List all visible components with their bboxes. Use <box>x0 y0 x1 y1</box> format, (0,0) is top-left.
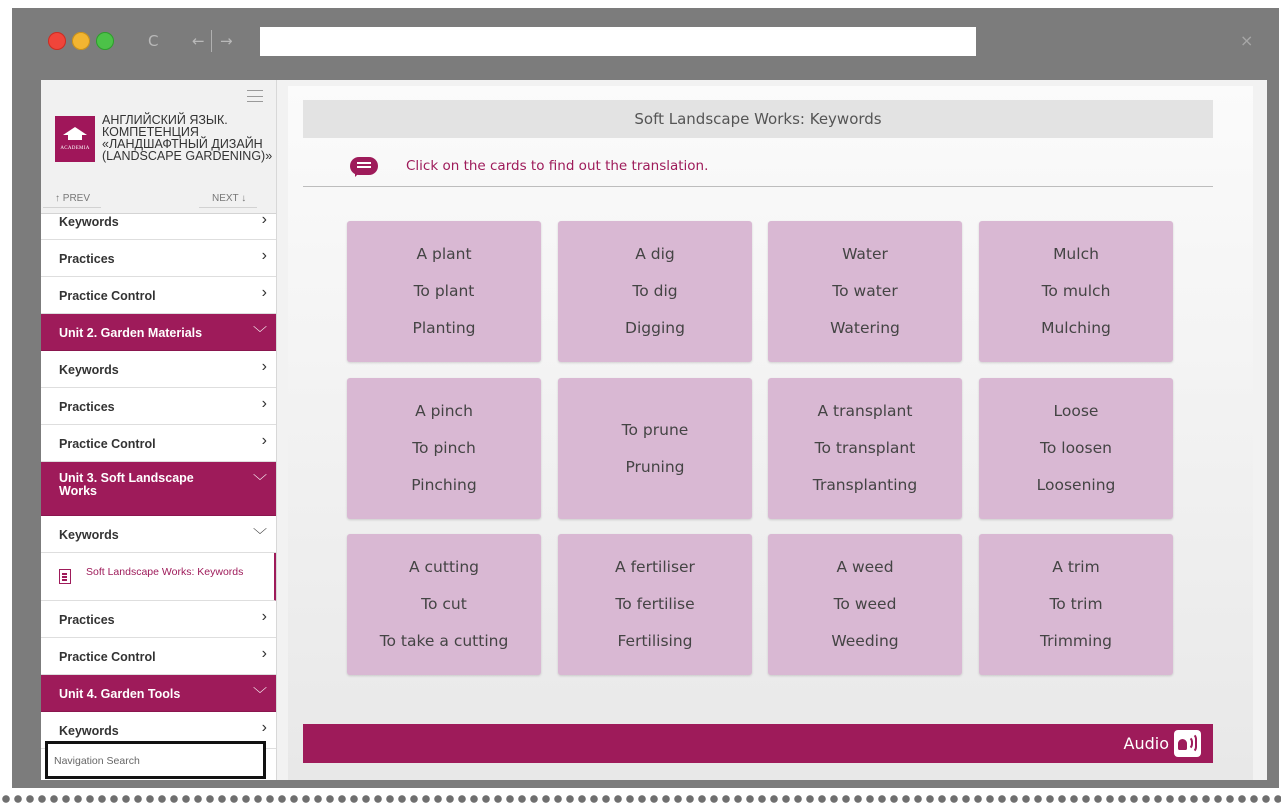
course-navigation <box>41 211 277 749</box>
card-line: Loose <box>1053 402 1099 420</box>
browser-titlebar <box>12 8 1279 72</box>
flashcard[interactable] <box>768 378 962 519</box>
card-line: To trim <box>1049 595 1103 613</box>
card-line: To prune <box>621 420 689 439</box>
sidebar-unit-2[interactable] <box>41 314 277 351</box>
sidebar-item-unit2-practice-control[interactable] <box>41 425 277 462</box>
flashcard[interactable] <box>558 378 752 519</box>
main-content <box>288 86 1253 780</box>
card-line: To pinch <box>412 439 476 457</box>
sidebar-item-label: Practice Control <box>59 437 156 451</box>
card-line: To loosen <box>1040 439 1112 457</box>
hamburger-menu-icon[interactable] <box>247 90 263 102</box>
unit-label: Unit 4. Garden Tools <box>59 687 181 701</box>
card-line: Mulch <box>1053 245 1099 263</box>
audio-speaker-icon[interactable] <box>1174 730 1201 757</box>
flashcard[interactable] <box>558 534 752 675</box>
torn-edge-decoration <box>0 795 1281 803</box>
audio-label[interactable]: Audio <box>1123 734 1169 753</box>
card-line: To take a cutting <box>379 632 509 650</box>
sidebar-item-label: Keywords <box>59 528 119 542</box>
maximize-window-button[interactable] <box>96 32 114 50</box>
sidebar-item-unit2-practices[interactable] <box>41 388 277 425</box>
back-arrow-icon[interactable]: ← <box>192 32 205 50</box>
sidebar-unit-3[interactable] <box>41 462 277 516</box>
chevron-down-icon: ﹀ <box>253 686 267 702</box>
forward-arrow-icon[interactable]: → <box>220 32 233 50</box>
sidebar-item-unit2-keywords[interactable] <box>41 351 277 388</box>
chevron-down-icon: ﹀ <box>253 473 267 489</box>
minimize-window-button[interactable] <box>72 32 90 50</box>
sidebar-item-unit3-keywords[interactable] <box>41 516 277 553</box>
browser-window <box>12 8 1279 788</box>
speech-bubble-icon <box>350 157 378 175</box>
audio-bar <box>303 724 1213 763</box>
card-line: To weed <box>833 595 897 613</box>
card-line: Loosening <box>1036 476 1116 494</box>
chevron-right-icon: › <box>261 358 267 375</box>
card-line: Planting <box>412 319 476 337</box>
next-button[interactable]: NEXT ↓ <box>212 193 247 204</box>
chevron-right-icon: › <box>261 608 267 625</box>
flashcard[interactable] <box>768 534 962 675</box>
unit-label: Unit 2. Garden Materials <box>59 326 203 340</box>
sidebar-item-label: Practice Control <box>59 650 156 664</box>
flashcard[interactable] <box>347 378 541 519</box>
card-line: Watering <box>830 319 900 337</box>
sidebar-subitem-label: Soft Landscape Works: Keywords <box>86 566 244 578</box>
reload-icon[interactable]: C <box>148 32 159 50</box>
chevron-right-icon: › <box>261 645 267 662</box>
document-icon <box>59 569 71 584</box>
url-bar[interactable] <box>260 27 976 56</box>
card-line: To plant <box>413 282 475 300</box>
card-line: Pinching <box>411 476 477 494</box>
chevron-right-icon: › <box>261 395 267 412</box>
card-line: A pinch <box>415 402 473 420</box>
flashcard[interactable] <box>347 221 541 362</box>
chevron-down-icon: ﹀ <box>253 325 267 341</box>
chevron-right-icon: › <box>261 211 267 228</box>
chevron-right-icon: › <box>261 284 267 301</box>
card-line: A plant <box>416 245 472 263</box>
chevron-right-icon: › <box>261 432 267 449</box>
sidebar-item-unit1-keywords[interactable] <box>41 211 277 240</box>
card-line: To dig <box>632 282 678 300</box>
chevron-right-icon: › <box>261 719 267 736</box>
sidebar <box>41 80 277 780</box>
sidebar-item-unit3-practices[interactable] <box>41 601 277 638</box>
unit-label: Unit 3. Soft Landscape Works <box>59 471 194 498</box>
close-tab-icon[interactable]: × <box>1240 31 1254 50</box>
graduation-cap-icon <box>63 127 87 135</box>
card-line: A transplant <box>817 402 913 420</box>
sidebar-item-label: Practice Control <box>59 289 156 303</box>
navigation-search-input[interactable] <box>54 753 254 769</box>
sidebar-header <box>41 80 277 214</box>
logo-text: ACADEMIA <box>60 146 90 151</box>
sidebar-item-label: Practices <box>59 613 115 627</box>
card-line: A fertiliser <box>615 558 695 576</box>
card-line: Fertilising <box>617 632 693 650</box>
card-line: To mulch <box>1041 282 1111 300</box>
prev-button[interactable]: ↑ PREV <box>55 193 91 204</box>
card-line: To transplant <box>814 439 916 457</box>
close-window-button[interactable] <box>48 32 66 50</box>
card-line: Weeding <box>831 632 899 650</box>
lesson-title-bar <box>303 100 1213 138</box>
card-line: Digging <box>625 319 685 337</box>
sidebar-item-label: Keywords <box>59 215 119 229</box>
sidebar-item-label: Keywords <box>59 724 119 738</box>
chevron-right-icon: › <box>261 247 267 264</box>
sidebar-subitem-active[interactable] <box>41 553 277 601</box>
sidebar-item-label: Keywords <box>59 363 119 377</box>
chevron-down-icon: ﹀ <box>253 527 267 543</box>
flashcard[interactable] <box>979 221 1173 362</box>
academia-logo <box>55 116 95 162</box>
card-line: To fertilise <box>615 595 695 613</box>
card-line: A weed <box>836 558 894 576</box>
card-line: Pruning <box>625 457 685 476</box>
sidebar-item-unit1-practice-control[interactable] <box>41 277 277 314</box>
flashcard[interactable] <box>558 221 752 362</box>
sidebar-item-label: Practices <box>59 400 115 414</box>
card-line: Water <box>842 245 888 263</box>
navigation-search-box <box>45 741 266 779</box>
sidebar-item-unit1-practices[interactable] <box>41 240 277 277</box>
card-line: To cut <box>421 595 467 613</box>
flashcard[interactable] <box>979 534 1173 675</box>
sidebar-item-unit3-practice-control[interactable] <box>41 638 277 675</box>
flashcard[interactable] <box>768 221 962 362</box>
flashcard[interactable] <box>979 378 1173 519</box>
card-line: Mulching <box>1041 319 1111 337</box>
divider <box>303 186 1213 187</box>
card-line: To water <box>832 282 898 300</box>
course-title: АНГЛИЙСКИЙ ЯЗЫК. КОМПЕТЕНЦИЯ «ЛАНДШАФТНЫЙ ДИЗАЙН (LANDSCAPE GARDENING)» <box>102 113 273 163</box>
flashcard[interactable] <box>347 534 541 675</box>
nav-separator <box>211 30 212 52</box>
card-line: A cutting <box>409 558 479 576</box>
card-line: A trim <box>1052 558 1100 576</box>
card-line: A dig <box>635 245 675 263</box>
card-line: Trimming <box>1039 632 1113 650</box>
card-line: Transplanting <box>812 476 918 494</box>
page-viewport <box>41 80 1267 780</box>
sidebar-item-label: Practices <box>59 252 115 266</box>
lesson-title: Soft Landscape Works: Keywords <box>634 110 882 128</box>
instruction-text: Click on the cards to find out the translation. <box>406 158 709 174</box>
sidebar-unit-4[interactable] <box>41 675 277 712</box>
